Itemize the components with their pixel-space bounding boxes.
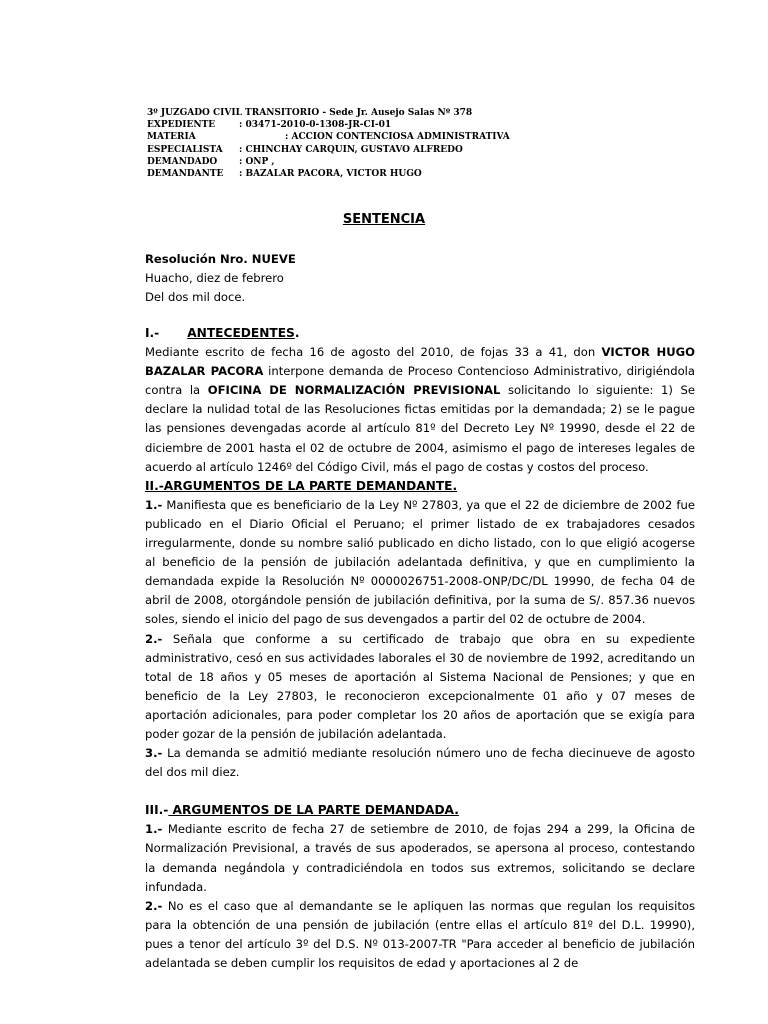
header-label: ESPECIALISTA (147, 144, 223, 155)
list-item: 2.- No es el caso que al demandante se le apliquen las normas que regulan los requisitos para la obtención de una pensión de jubilación (entre ellas el artículo 81º del D.L. 19990), pues a tenor del artículo 3º del D.S. Nº 013-2007-TR "Para acceder al beneficio de jubilación adelantada se deben cumplir los requisitos de edad y aportaciones al 2 de (145, 898, 695, 970)
header-label: DEMANDADO (147, 156, 218, 167)
item-number: 2.- (145, 898, 163, 913)
header-value: : CHINCHAY CARQUIN, GUSTAVO ALFREDO (239, 144, 463, 155)
header-label: DEMANDANTE (147, 169, 224, 180)
section-number: III.- (145, 803, 169, 818)
section-heading (145, 324, 695, 343)
plaintiff-name: VICTOR HUGO BAZALAR PACORA (145, 345, 695, 379)
section-number: I.- (145, 326, 160, 340)
list-item: 1.- Manifiesta que es beneficiario de la Ley Nº 27803, ya que el 22 de diciembre de 2002 fue publicado en el Diario Oficial el Peruano; el primer listado de ex trabajadores cesados irregularmente, donde su nombre salió publicado en dicho listado, con lo que eligió acogerse al beneficio de la pensión de jubilación adelantada definitiva, y que en cumplimiento la demandada expide la Resolución Nº 0000026751-2008-ONP/DC/DL 19990, de fecha 04 de abril de 2008, otorgándole pensión de jubilación definitiva, por la suma de S/. 857.36 nuevos soles, siendo el inicio del pago de sus devengados a partir del 02 de octubre de 2004. (145, 497, 695, 627)
defendant-name: OFICINA DE NORMALIZACIÓN PREVISIONAL (207, 383, 501, 398)
court-line (147, 107, 607, 119)
date-year: Del dos mil doce. (145, 290, 246, 305)
case-header (147, 107, 607, 180)
item-number: 1.- (145, 497, 163, 512)
resolution-number: Resolución Nro. NUEVE (145, 252, 296, 266)
header-label: MATERIA (147, 132, 196, 143)
item-number: 1.- (145, 822, 163, 837)
section-title: II.-ARGUMENTOS DE LA PARTE DEMANDANTE. (145, 478, 458, 493)
header-value: : ACCION CONTENCIOSA ADMINISTRATIVA (285, 132, 510, 143)
header-row-demandante (147, 168, 607, 180)
list-item: 3.- La demanda se admitió mediante resolución número uno de fecha diecinueve de agosto del dos mil diez. (145, 746, 695, 780)
header-row-especialista (147, 144, 607, 156)
court-name: 3º JUZGADO CIVIL TRANSITORIO - Sede Jr. Ausejo Salas Nº 378 (147, 108, 473, 118)
header-label: EXPEDIENTE (147, 120, 216, 131)
resolution-block (145, 250, 695, 307)
section-title: ARGUMENTOS DE LA PARTE DEMANDADA. (168, 803, 459, 818)
item-number: 2.- (145, 631, 163, 646)
section-heading (145, 801, 695, 820)
place-date: Huacho, diez de febrero (145, 271, 284, 286)
list-item: 1.- Mediante escrito de fecha 27 de setiembre de 2010, de fojas 294 a 299, la Oficina de Normalización Previsional, a través de sus apoderados, se apersona al proceso, contestando la demanda negándola y contradiciéndola en todos sus extremos, solicitando se declare infundada. (145, 822, 695, 894)
section-title-end: . (294, 326, 300, 340)
header-row-expediente (147, 119, 607, 131)
section-title: ANTECEDENTES (187, 326, 295, 340)
section-antecedentes (145, 324, 695, 973)
header-value: : BAZALAR PACORA, VICTOR HUGO (239, 169, 422, 180)
header-row-demandado (147, 156, 607, 168)
item-number: 3.- (145, 746, 163, 761)
header-value: : ONP , (239, 156, 275, 167)
document-title: SENTENCIA (342, 212, 426, 227)
header-row-materia (147, 131, 607, 143)
list-item: 2.- Señala que conforme a su certificado de trabajo que obra en su expediente administrativo, cesó en sus actividades laborales el 30 de noviembre de 1992, acreditando un total de 18 años y 05 meses de aportación al Sistema Nacional de Pensiones; y que en beneficio de la Ley 27803, le reconocieron excepcionalmente 01 año y 07 meses de aportación adicionales, para poder completar los 20 años de aportación que se exigía para poder gozar de la pensión de jubilación adelantada. (145, 631, 695, 741)
section-heading (145, 477, 695, 496)
header-value: : 03471-2010-0-1308-JR-CI-01 (239, 120, 392, 131)
antecedentes-paragraph: Mediante escrito de fecha 16 de agosto del 2010, de fojas 33 a 41, don VICTOR HUGO BAZALAR PACORA interpone demanda de Proceso Contencioso Administrativo, dirigiéndola contra la OFICINA DE NORMALIZACIÓN PREVISIONAL solicitando lo siguiente: 1) Se declare la nulidad total de las Resoluciones fictas emitidas por la demandada; 2) se le pague las pensiones devengadas acorde al artículo 81º del Decreto Ley Nº 19990, desde el 22 de diciembre de 2001 hasta el 02 de octubre de 2004, asimismo el pago de intereses legales de acuerdo al artículo 1246º del Código Civil, más el pago de costas y costos del proceso. (145, 345, 695, 474)
